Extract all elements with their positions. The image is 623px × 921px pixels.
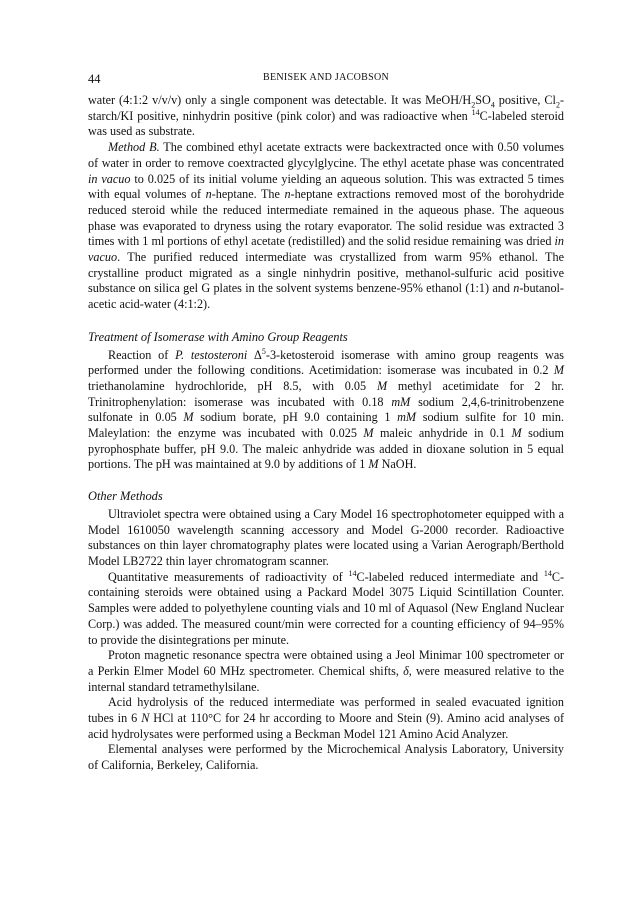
method-b-label: Method B. [108,140,160,155]
paragraph-method-b: Method B. The combined ethyl acetate extracts were backextracted once with 0.50 volumes of water in order to remove coextracted glycylglycine. The ethyl acetate phase was concentrated in vacuo to 0.025 of its initial volume yielding an aqueous solution. This was extracted 5 times with equal volumes of n-heptane. The n-heptane extractions removed most of the borohydride reduced steroid while the reduced intermediate remained in the aqueous phase. The aqueous phase was evaporated to dryness using the rotary evaporator. The solid residue was extracted 3 times with 1 ml portions of ethyl acetate (redistilled) and the solid residue remaining was dried in vacuo. The purified reduced intermediate was crystallized from warm 95% ethanol. The crystalline product migrated as a single ninhydrin positive, methanol-sulfuric acid positive substance on silica gel G plates in the solvent systems benzene-95% ethanol (1:1) and n-butanol-acetic acid-water (4:1:2). [88,140,564,312]
section-heading-other-methods: Other Methods [88,489,163,504]
paragraph-elemental-analyses: Elemental analyses were performed by the Microchemical Analysis Laboratory, University of California, Berkeley, California. [88,742,564,773]
body-text [88,93,564,774]
paragraph-ultraviolet-spectra: Ultraviolet spectra were obtained using a Cary Model 16 spectrophotometer equipped with a Model 1610050 wavelength scanning accessory and Model G-2000 recorder. Radioactive substances on thin layer chromatography plates were located using a Varian Aerograph/Berthold Model LB2722 thin layer chromatogram scanner. [88,506,564,568]
page-header [88,72,564,86]
running-head: BENISEK AND JACOBSON [262,72,389,83]
paragraph-proton-nmr: Proton magnetic resonance spectra were obtained using a Jeol Minimar 100 spectrometer or a Perkin Elmer Model 60 MHz spectrometer. Chemical shifts, δ, were measured relative to the internal standard tetramethylsilane. [88,648,564,694]
page-number: 44 [88,72,101,86]
paragraph-radioactivity: Quantitative measurements of radioactivity of $^{14}$C-labeled reduced intermediate and $^{14}$C-containing steroids were obtained using a Packard Model 3075 Liquid Scintillation Counter. Samples were added to polyethylene counting vials and 10 ml of Aquasol (New England Nuclear Corp.) was added. The measured count/min were corrected for a counting efficiency of 94–95% to provide the disintegrations per minute. [88,568,564,647]
paragraph-method-a-end: water (4:1:2 v/v/v) only a single component was detectable. It was MeOH/$H_2SO_4$ positive, $Cl_2-starch/KI$ positive, ninhydrin positive (pink color) and was radioactive when $^{14}$C-labeled steroid was used as substrate. [88,93,565,139]
paragraph-acid-hydrolysis: Acid hydrolysis of the reduced intermediate was performed in sealed evacuated ignition tubes in 6 N HCl at 110°C for 24 hr according to Moore and Stein (9). Amino acid analyses of acid hydrolysates were performed using a Beckman Model 121 Amino Acid Analyzer. [88,695,564,741]
section-heading-amino-group-reagents: Treatment of Isomerase with Amino Group Reagents [88,329,348,344]
paragraph-amino-group-reagents: Reaction of P. testosteroni $\Delta^5-3$-ketosteroid isomerase with amino group reagents was performed under the following conditions. Acetimidation: isomerase was incubated in 0.2 M triethanolamine hydrochloride, pH 8.5, with 0.05 M methyl acetimidate for 2 hr. Trinitrophenylation: isomerase was incubated with 0.18 mM sodium 2,4,6-trinitrobenzene sulfonate in 0.05 M sodium borate, pH 9.0 containing 1 mM sodium sulfite for 10 min. Maleylation: the enzyme was incubated with 0.025 M maleic anhydride in 0.1 M sodium pyrophosphate buffer, pH 9.0. The maleic anhydride was added in dioxane solution in 5 equal portions. The pH was maintained at 9.0 by additions of 1 M NaOH. [88,346,565,472]
